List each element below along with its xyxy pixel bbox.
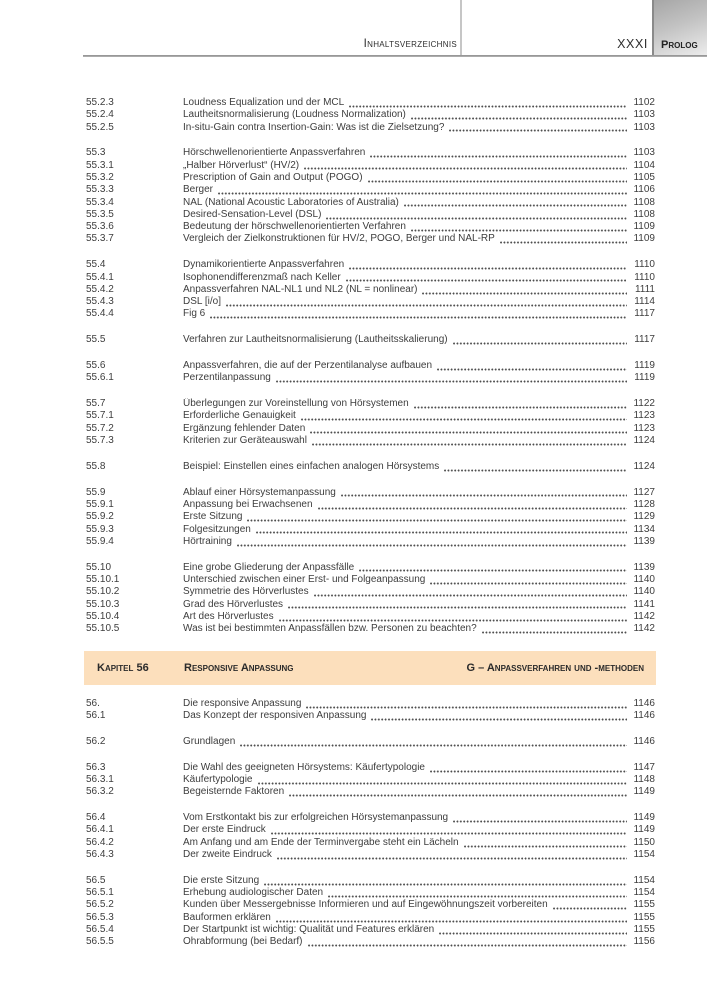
toc-entry-page: 1103 xyxy=(633,121,655,133)
toc-block xyxy=(86,812,655,861)
toc-entry-page: 1155 xyxy=(633,924,655,936)
toc-entry-page: 1110 xyxy=(634,259,655,271)
toc-entry-title: Anpassung bei Erwachsenen xyxy=(183,498,313,510)
toc-entry xyxy=(86,233,655,245)
toc-entry xyxy=(86,160,655,172)
header-section-label: Inhaltsverzeichnis xyxy=(363,38,457,50)
toc-entry-page: 1146 xyxy=(633,697,655,709)
toc-entry-title: Überlegungen zur Voreinstellung von Hörsystemen xyxy=(183,398,409,410)
toc-entry-title: Kriterien zur Geräteauswahl xyxy=(183,435,307,447)
toc-entry xyxy=(86,562,655,574)
toc-entry xyxy=(86,912,655,924)
toc-entry-title: Erhebung audiologischer Daten xyxy=(183,887,324,899)
toc-leader-dots xyxy=(341,494,627,497)
toc-entry-page: 1117 xyxy=(634,308,655,320)
toc-entry xyxy=(86,924,655,936)
toc-entry-title: Ohrabformung (bei Bedarf) xyxy=(183,936,303,948)
toc-entry-page: 1155 xyxy=(633,899,655,911)
toc-entry-page: 1103 xyxy=(633,109,655,121)
toc-entry-page: 1103 xyxy=(633,147,655,159)
toc-entry-page: 1124 xyxy=(633,435,655,447)
toc-entry-number: 55.3.7 xyxy=(86,233,114,245)
toc-entry xyxy=(86,147,655,159)
header-center-divider xyxy=(460,0,462,55)
toc-section-chapter-55 xyxy=(86,97,655,635)
toc-entry-page: 1111 xyxy=(634,283,655,295)
toc-entry-title: Die Wahl des geeigneten Hörsystems: Käufertypologie xyxy=(183,761,425,773)
toc-entry xyxy=(86,461,655,473)
toc-entry-page: 1122 xyxy=(633,398,655,410)
toc-entry-number: 55.4.1 xyxy=(86,271,114,283)
toc-leader-dots xyxy=(482,631,627,634)
toc-entry-number: 55.4.2 xyxy=(86,283,114,295)
toc-entry xyxy=(86,774,655,786)
toc-entry-number: 55.2.5 xyxy=(86,121,114,133)
toc-leader-dots xyxy=(500,241,627,244)
toc-entry xyxy=(86,710,655,722)
toc-entry-title: Das Konzept der responsiven Anpassung xyxy=(183,710,367,722)
toc-leader-dots xyxy=(264,883,627,886)
toc-entry-number: 56.5.2 xyxy=(86,899,114,911)
toc-leader-dots xyxy=(404,204,627,207)
toc-leader-dots xyxy=(258,782,628,785)
toc-leader-dots xyxy=(437,368,627,371)
toc-entry-number: 55.6 xyxy=(86,360,106,372)
toc-block xyxy=(86,398,655,447)
toc-entry xyxy=(86,97,655,109)
toc-entry-page: 1119 xyxy=(634,360,655,372)
toc-entry-number: 55.10.2 xyxy=(86,586,120,598)
toc-leader-dots xyxy=(240,744,627,747)
toc-entry-page: 1139 xyxy=(633,561,655,573)
toc-leader-dots xyxy=(218,192,627,195)
toc-leader-dots xyxy=(328,895,627,898)
toc-content xyxy=(86,97,655,962)
toc-block xyxy=(86,334,655,346)
toc-entry-number: 55.10 xyxy=(86,561,112,573)
toc-entry-title: Verfahren zur Lautheitsnormalisierung (Lautheitsskalierung) xyxy=(183,334,448,346)
toc-entry-title: Loudness Equalization und der MCL xyxy=(183,97,345,108)
toc-entry-title: Unterschied zwischen einer Erst- und Folgeanpassung xyxy=(183,573,426,585)
toc-entry xyxy=(86,887,655,899)
chapter-group-label: G – Anpassverfahren und -methoden xyxy=(466,662,644,675)
toc-leader-dots xyxy=(210,316,627,319)
toc-entry-title: Dynamikorientierte Anpassverfahren xyxy=(183,259,345,271)
toc-entry-number: 56.4 xyxy=(86,812,106,824)
toc-entry-page: 1141 xyxy=(633,598,655,610)
toc-block xyxy=(86,736,655,748)
toc-entry-title: Grundlagen xyxy=(183,735,236,747)
toc-entry xyxy=(86,824,655,836)
toc-entry-page: 1108 xyxy=(633,196,655,208)
toc-entry-page: 1123 xyxy=(633,410,655,422)
toc-entry-title: Vergleich der Zielkonstruktionen für HV/2, POGO, Berger und NAL-RP xyxy=(183,233,495,245)
chapter-heading-bar xyxy=(84,651,656,685)
toc-entry-page: 1124 xyxy=(633,460,655,472)
toc-block xyxy=(86,875,655,949)
toc-leader-dots xyxy=(464,845,627,848)
toc-entry-number: 55.3.1 xyxy=(86,159,114,171)
toc-entry-page: 1150 xyxy=(633,836,655,848)
toc-entry-page: 1140 xyxy=(633,573,655,585)
toc-leader-dots xyxy=(247,519,627,522)
toc-entry-page: 1105 xyxy=(633,171,655,183)
toc-leader-dots xyxy=(453,342,627,345)
toc-entry-title: Erforderliche Genauigkeit xyxy=(183,410,296,422)
toc-entry-number: 56.5.1 xyxy=(86,887,114,899)
toc-entry-title: Symmetrie des Hörverlustes xyxy=(183,586,309,598)
toc-entry xyxy=(86,398,655,410)
toc-entry xyxy=(86,536,655,548)
toc-entry-title: Lautheitsnormalisierung (Loudness Normalization) xyxy=(183,109,406,121)
toc-entry-page: 1154 xyxy=(633,849,655,861)
toc-entry-number: 55.10.5 xyxy=(86,623,120,635)
toc-entry-page: 1146 xyxy=(633,710,655,722)
toc-leader-dots xyxy=(453,820,627,823)
toc-entry-number: 55.9.3 xyxy=(86,523,114,535)
toc-entry-title: Grad des Hörverlustes xyxy=(183,598,284,610)
toc-block xyxy=(86,360,655,385)
toc-entry-page: 1117 xyxy=(634,334,655,346)
toc-entry-title: Vom Erstkontakt bis zur erfolgreichen Hörsystemanpassung xyxy=(183,812,449,824)
toc-block xyxy=(86,698,655,723)
toc-entry xyxy=(86,875,655,887)
toc-entry-title: Beispiel: Einstellen eines einfachen analogen Hörsystems xyxy=(183,460,440,472)
toc-entry-page: 1106 xyxy=(633,184,655,196)
toc-entry xyxy=(86,849,655,861)
toc-entry-title: Der Startpunkt ist wichtig: Qualität und Features erklären xyxy=(183,924,435,936)
toc-entry xyxy=(86,599,655,611)
toc-entry-number: 55.2.3 xyxy=(86,97,114,108)
toc-leader-dots xyxy=(308,944,627,947)
toc-entry-page: 1104 xyxy=(633,159,655,171)
toc-entry-page: 1123 xyxy=(633,422,655,434)
toc-section-chapter-56 xyxy=(86,698,655,949)
toc-entry-page: 1147 xyxy=(633,761,655,773)
toc-entry xyxy=(86,812,655,824)
toc-entry-title: Die responsive Anpassung xyxy=(183,697,302,709)
toc-entry-number: 56.3 xyxy=(86,761,106,773)
toc-entry-title: Der erste Eindruck xyxy=(183,824,266,836)
toc-entry-page: 1149 xyxy=(633,786,655,798)
toc-entry xyxy=(86,423,655,435)
toc-entry-title: Prescription of Gain and Output (POGO) xyxy=(183,171,363,183)
toc-entry-page: 1148 xyxy=(633,774,655,786)
toc-entry-number: 55.7.3 xyxy=(86,435,114,447)
toc-entry xyxy=(86,360,655,372)
toc-leader-dots xyxy=(237,544,627,547)
toc-entry-title: DSL [i/o] xyxy=(183,296,221,308)
toc-entry-title: Bedeutung der hörschwellenorientierten Verfahren xyxy=(183,221,406,233)
toc-entry-number: 56.1 xyxy=(86,710,106,722)
toc-entry-page: 1109 xyxy=(633,221,655,233)
toc-leader-dots xyxy=(314,594,627,597)
toc-entry-number: 56.5.5 xyxy=(86,936,114,948)
toc-entry-number: 55.10.1 xyxy=(86,573,120,585)
toc-leader-dots xyxy=(414,406,627,409)
toc-leader-dots xyxy=(277,857,627,860)
toc-entry-page: 1149 xyxy=(633,812,655,824)
toc-entry-number: 56.5.4 xyxy=(86,924,114,936)
toc-entry-number: 55.3.6 xyxy=(86,221,114,233)
toc-entry xyxy=(86,197,655,209)
toc-entry-title: Am Anfang und am Ende der Terminvergabe steht ein Lächeln xyxy=(183,836,459,848)
toc-entry-number: 55.4.4 xyxy=(86,308,114,320)
toc-entry xyxy=(86,762,655,774)
toc-leader-dots xyxy=(349,267,627,270)
toc-leader-dots xyxy=(310,431,627,434)
toc-leader-dots xyxy=(276,380,627,383)
toc-entry xyxy=(86,698,655,710)
toc-entry-page: 1142 xyxy=(633,610,655,622)
toc-entry-number: 56.5 xyxy=(86,874,106,886)
toc-leader-dots xyxy=(346,279,627,282)
toc-entry-page: 1142 xyxy=(633,623,655,635)
toc-entry xyxy=(86,284,655,296)
toc-entry xyxy=(86,611,655,623)
toc-leader-dots xyxy=(553,907,627,910)
toc-entry xyxy=(86,209,655,221)
toc-entry xyxy=(86,837,655,849)
toc-block xyxy=(86,562,655,636)
toc-entry xyxy=(86,487,655,499)
toc-entry-page: 1129 xyxy=(633,511,655,523)
toc-entry-page: 1109 xyxy=(633,233,655,245)
toc-entry-number: 55.3.2 xyxy=(86,171,114,183)
toc-leader-dots xyxy=(370,155,627,158)
toc-entry-page: 1154 xyxy=(633,887,655,899)
toc-entry-title: Was ist bei bestimmten Anpassfällen bzw. Personen zu beachten? xyxy=(183,623,477,635)
toc-leader-dots xyxy=(349,105,627,108)
toc-entry-page: 1128 xyxy=(633,498,655,510)
toc-entry-number: 55.9.2 xyxy=(86,511,114,523)
toc-leader-dots xyxy=(449,129,627,132)
toc-entry-page: 1127 xyxy=(633,486,655,498)
toc-entry-title: Käufertypologie xyxy=(183,774,253,786)
toc-entry-title: Art des Hörverlustes xyxy=(183,610,274,622)
toc-leader-dots xyxy=(289,794,627,797)
toc-entry-title: Kunden über Messergebnisse Informieren und auf Eingewöhnungszeit vorbereiten xyxy=(183,899,548,911)
toc-entry-number: 55.10.4 xyxy=(86,610,120,622)
toc-entry-number: 55.2.4 xyxy=(86,109,114,121)
toc-leader-dots xyxy=(439,932,627,935)
prolog-tab-label: Prolog xyxy=(661,39,698,51)
toc-entry-title: Der zweite Eindruck xyxy=(183,849,272,861)
toc-entry xyxy=(86,899,655,911)
toc-entry xyxy=(86,511,655,523)
toc-entry xyxy=(86,499,655,511)
toc-entry-page: 1114 xyxy=(634,296,655,308)
toc-leader-dots xyxy=(288,606,627,609)
chapter-title-label: Responsive Anpassung xyxy=(184,662,294,675)
toc-leader-dots xyxy=(326,217,627,220)
toc-leader-dots xyxy=(359,569,627,572)
toc-entry xyxy=(86,272,655,284)
toc-entry xyxy=(86,936,655,948)
toc-leader-dots xyxy=(226,304,627,307)
toc-entry xyxy=(86,296,655,308)
toc-entry-number: 55.9 xyxy=(86,486,106,498)
toc-entry-title: Anpassverfahren NAL-NL1 und NL2 (NL = nonlinear) xyxy=(183,283,418,295)
toc-entry-title: Bauformen erklären xyxy=(183,911,271,923)
toc-entry xyxy=(86,259,655,271)
toc-leader-dots xyxy=(444,469,627,472)
toc-block xyxy=(86,97,655,134)
prolog-thumb-tab xyxy=(654,0,707,55)
toc-leader-dots xyxy=(411,229,627,232)
toc-leader-dots xyxy=(279,619,627,622)
toc-entry-number: 55.7.1 xyxy=(86,410,114,422)
toc-entry-title: Fig 6 xyxy=(183,308,206,320)
toc-entry-number: 56.3.1 xyxy=(86,774,114,786)
chapter-number-label: Kapitel 56 xyxy=(97,662,149,675)
toc-entry-page: 1119 xyxy=(634,372,655,384)
toc-entry xyxy=(86,623,655,635)
toc-entry-title: Hörschwellenorientierte Anpassverfahren xyxy=(183,147,366,159)
toc-entry xyxy=(86,586,655,598)
toc-entry-title: Erste Sitzung xyxy=(183,511,243,523)
toc-entry xyxy=(86,184,655,196)
toc-entry-title: Desired-Sensation-Level (DSL) xyxy=(183,208,322,220)
toc-entry-title: „Halber Hörverlust“ (HV/2) xyxy=(183,159,300,171)
toc-leader-dots xyxy=(430,582,627,585)
toc-entry xyxy=(86,736,655,748)
toc-block xyxy=(86,461,655,473)
toc-leader-dots xyxy=(411,117,627,120)
toc-entry-number: 56.4.3 xyxy=(86,849,114,861)
toc-block xyxy=(86,487,655,548)
toc-entry-number: 55.3 xyxy=(86,147,106,159)
toc-leader-dots xyxy=(430,770,627,773)
toc-entry xyxy=(86,786,655,798)
toc-leader-dots xyxy=(256,531,627,534)
toc-entry xyxy=(86,372,655,384)
toc-entry-title: Isophonendifferenzmaß nach Keller xyxy=(183,271,341,283)
toc-entry-number: 55.4 xyxy=(86,259,106,271)
toc-entry-number: 56.4.2 xyxy=(86,836,114,848)
toc-entry-title: Anpassverfahren, die auf der Perzentilanalyse aufbauen xyxy=(183,360,433,372)
toc-entry xyxy=(86,221,655,233)
toc-entry-title: NAL (National Acoustic Laboratories of Australia) xyxy=(183,196,399,208)
toc-entry xyxy=(86,122,655,134)
toc-entry xyxy=(86,435,655,447)
toc-entry-page: 1146 xyxy=(633,735,655,747)
toc-entry-number: 55.3.3 xyxy=(86,184,114,196)
toc-leader-dots xyxy=(306,706,627,709)
toc-entry-title: Ablauf einer Hörsystemanpassung xyxy=(183,486,336,498)
toc-leader-dots xyxy=(368,180,627,183)
toc-entry-number: 55.9.1 xyxy=(86,498,114,510)
toc-entry-number: 55.7.2 xyxy=(86,422,114,434)
toc-entry-number: 55.5 xyxy=(86,334,106,346)
header-page-number: XXXI xyxy=(617,37,648,51)
toc-leader-dots xyxy=(318,507,627,510)
toc-entry-title: Ergänzung fehlender Daten xyxy=(183,422,306,434)
toc-entry-number: 56.2 xyxy=(86,735,106,747)
toc-entry-number: 55.6.1 xyxy=(86,372,114,384)
toc-entry xyxy=(86,308,655,320)
toc-entry-number: 56. xyxy=(86,697,100,709)
toc-entry-number: 55.3.4 xyxy=(86,196,114,208)
toc-leader-dots xyxy=(312,443,627,446)
toc-entry-title: Hörtraining xyxy=(183,535,232,547)
toc-entry-number: 55.8 xyxy=(86,460,106,472)
toc-entry-page: 1155 xyxy=(633,911,655,923)
toc-entry-page: 1149 xyxy=(633,824,655,836)
toc-entry-page: 1102 xyxy=(633,97,655,108)
toc-entry xyxy=(86,172,655,184)
toc-leader-dots xyxy=(304,167,627,170)
toc-entry-number: 55.9.4 xyxy=(86,535,114,547)
toc-entry-page: 1156 xyxy=(633,936,655,948)
toc-entry-page: 1134 xyxy=(633,523,655,535)
toc-leader-dots xyxy=(301,418,627,421)
toc-entry-number: 55.4.3 xyxy=(86,296,114,308)
header-rule xyxy=(83,55,707,57)
toc-block xyxy=(86,762,655,799)
toc-entry-number: 55.3.5 xyxy=(86,208,114,220)
toc-block xyxy=(86,259,655,320)
toc-entry-page: 1110 xyxy=(634,271,655,283)
toc-entry-title: Berger xyxy=(183,184,214,196)
toc-entry-number: 56.3.2 xyxy=(86,786,114,798)
toc-entry xyxy=(86,524,655,536)
toc-entry-number: 55.10.3 xyxy=(86,598,120,610)
toc-entry-title: Begeisternde Faktoren xyxy=(183,786,285,798)
toc-entry-title: Perzentilanpassung xyxy=(183,372,271,384)
toc-entry-page: 1108 xyxy=(633,208,655,220)
toc-entry-page: 1139 xyxy=(633,535,655,547)
toc-entry-title: Folgesitzungen xyxy=(183,523,251,535)
toc-entry-page: 1154 xyxy=(633,874,655,886)
toc-entry xyxy=(86,574,655,586)
toc-leader-dots xyxy=(371,718,627,721)
toc-entry xyxy=(86,109,655,121)
toc-entry-number: 56.4.1 xyxy=(86,824,114,836)
toc-entry-page: 1140 xyxy=(633,586,655,598)
toc-entry-title: In-situ-Gain contra Insertion-Gain: Was ist die Zielsetzung? xyxy=(183,121,445,133)
toc-leader-dots xyxy=(276,920,627,923)
toc-entry-title: Die erste Sitzung xyxy=(183,874,260,886)
toc-block xyxy=(86,147,655,245)
toc-entry xyxy=(86,410,655,422)
toc-entry-number: 56.5.3 xyxy=(86,911,114,923)
toc-entry-title: Eine grobe Gliederung der Anpassfälle xyxy=(183,561,355,573)
toc-entry-number: 55.7 xyxy=(86,398,106,410)
toc-leader-dots xyxy=(422,292,627,295)
toc-leader-dots xyxy=(271,832,627,835)
toc-entry xyxy=(86,334,655,346)
